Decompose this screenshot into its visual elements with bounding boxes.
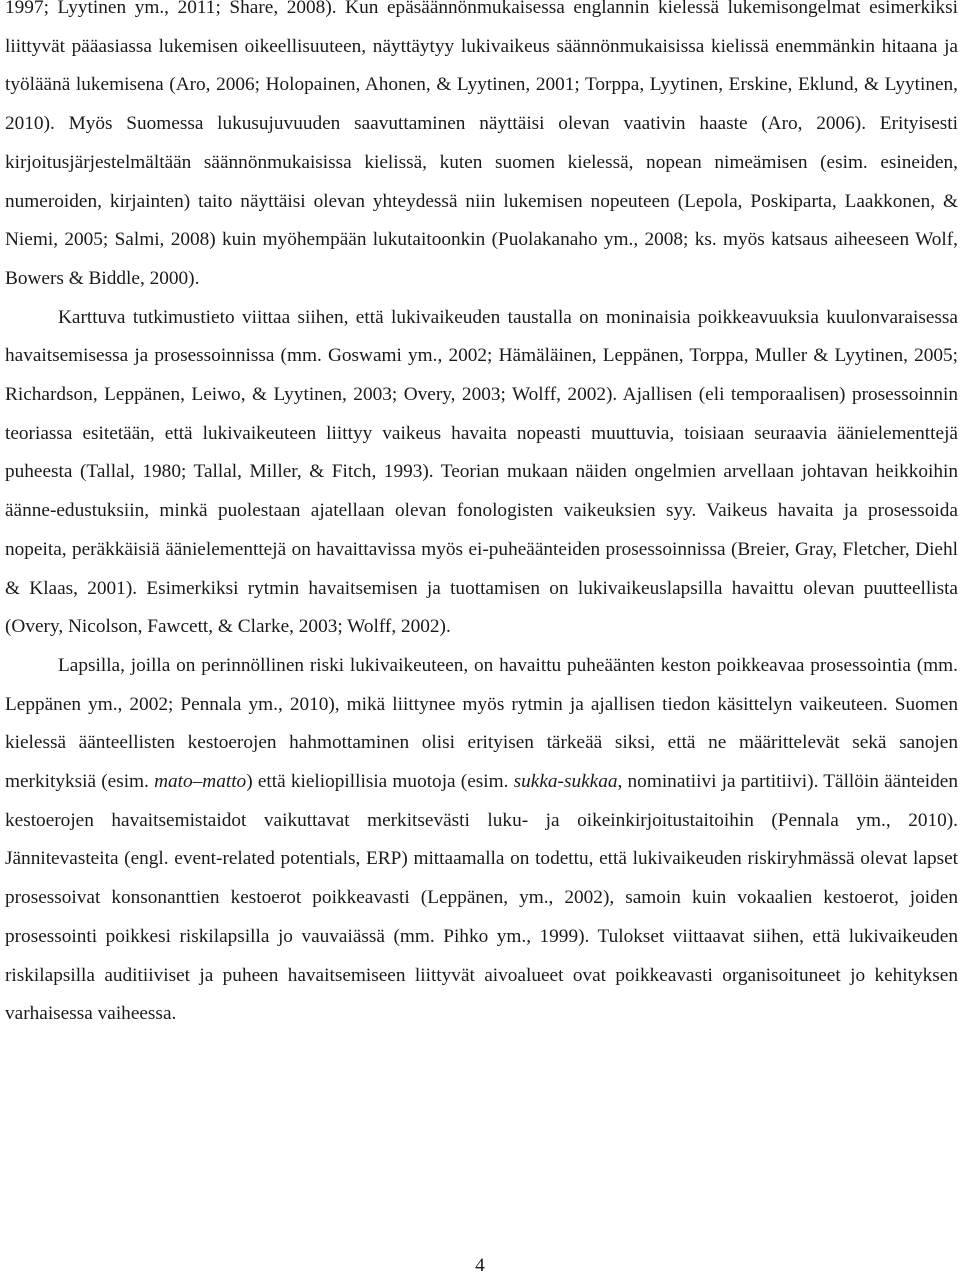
page-number: 4 (475, 1255, 485, 1276)
paragraph-2-text: Karttuva tutkimustieto viittaa siihen, että lukivaikeuden taustalla on moninaisia poikkeavuuksia kuulonvaraisessa havaitsemisessa ja prosessoinnissa (mm. Goswami ym., 2002; Hämäläinen, Leppänen, Torppa, Muller & Lyytinen, 2005; Richardson, Leppänen, Leiwo, & Lyytinen, 2003; Overy, 2003; Wolff, 2002). Ajallisen (eli temporaalisen) prosessoinnin teoriassa esitetään, että lukivaikeuteen liittyy vaikeus havaita nopeasti muuttuvia, toisiaan seuraavia äänielementtejä puheesta (Tallal, 1980; Tallal, Miller, & Fitch, 1993). Teorian mukaan näiden ongelmien arvellaan johtavan heikkoihin äänne-edustuksiin, minkä puolestaan ajatellaan olevan fonologisten vaikeuksien syy. Vaikeus havaita ja prosessoida nopeita, peräkkäisiä äänielementtejä on havaittavissa myös ei-puheäänteiden prosessoinnissa (Breier, Gray, Fletcher, Diehl & Klaas, 2001). Esimerkiksi rytmin havaitsemisen ja tuottamisen on lukivaikeuslapsilla havaittu olevan puutteellista (Overy, Nicolson, Fawcett, & Clarke, 2003; Wolff, 2002). (5, 306, 958, 638)
paragraph-1 (5, 0, 958, 299)
paragraph-2 (5, 299, 958, 647)
paragraph-3-text-1: Lapsilla, joilla on perinnöllinen riski lukivaikeuteen, on havaittu puheäänten keston poikkeavaa prosessointia (mm. Leppänen ym., 2002; Pennala ym., 2010), mikä liittynee myös rytmin ja ajallisen tiedon käsittelyn vaikeuteen. Suomen kielessä äänteellisten kestoerojen hahmottaminen olisi erityisen tärkeää siksi, että ne määrittelevät sekä sanojen merkityksiä (esim. (5, 654, 958, 793)
paragraph-3-example-sukka-sukkaa: sukka-sukkaa (513, 771, 618, 793)
paragraph-1-text: 1997; Lyytinen ym., 2011; Share, 2008). Kun epäsäännönmukaisessa englannin kielessä lukemisongelmat esimerkiksi liittyvät pääasiassa lukemisen oikeellisuuteen, näyttäytyy lukivaikeus säännönmukaisissa kielissä enemmänkin hitaana ja työläänä lukemisena (Aro, 2006; Holopainen, Ahonen, & Lyytinen, 2001; Torppa, Lyytinen, Erskine, Eklund, & Lyytinen, 2010). Myös Suomessa lukusujuvuuden saavuttaminen näyttäisi olevan vaativin haaste (Aro, 2006). Erityisesti kirjoitusjärjestelmältään säännönmukaisissa kielissä, kuten suomen kielessä, nopean nimeämisen (esim. esineiden, numeroiden, kirjainten) taito näyttäisi olevan yhteydessä niin lukemisen nopeuteen (Lepola, Poskiparta, Laakkonen, & Niemi, 2005; Salmi, 2008) kuin myöhempään lukutaitoonkin (Puolakanaho ym., 2008; ks. myös katsaus aiheeseen Wolf, Bowers & Biddle, 2000). (5, 0, 958, 289)
paragraph-3-example-mato-matto: mato–matto (154, 771, 247, 793)
paragraph-3-text-3: , nominatiivi ja partitiivi). Tällöin äänteiden kestoerojen havaitsemistaidot vaikuttavat merkitsevästi luku- ja oikeinkirjoitustaitoihin (Pennala ym., 2010). Jännitevasteita (engl. event-related potentials, ERP) mittaamalla on todettu, että lukivaikeuden riskiryhmässä olevat lapset prosessoivat konsonanttien kestoerot poikkeavasti (Leppänen, ym., 2002), samoin kuin vokaalien kestoerot, joiden prosessointi poikkesi riskilapsilla jo vauvaiässä (mm. Pihko ym., 1999). Tulokset viittaavat siihen, että lukivaikeuden riskilapsilla auditiiviset ja puheen havaitsemiseen liittyvät aivoalueet ovat poikkeavasti organisoituneet jo kehityksen varhaisessa vaiheessa. (5, 771, 958, 1025)
paragraph-3 (5, 647, 958, 1034)
document-page (5, 0, 958, 1034)
paragraph-3-text-2: ) että kieliopillisia muotoja (esim. (246, 771, 514, 793)
